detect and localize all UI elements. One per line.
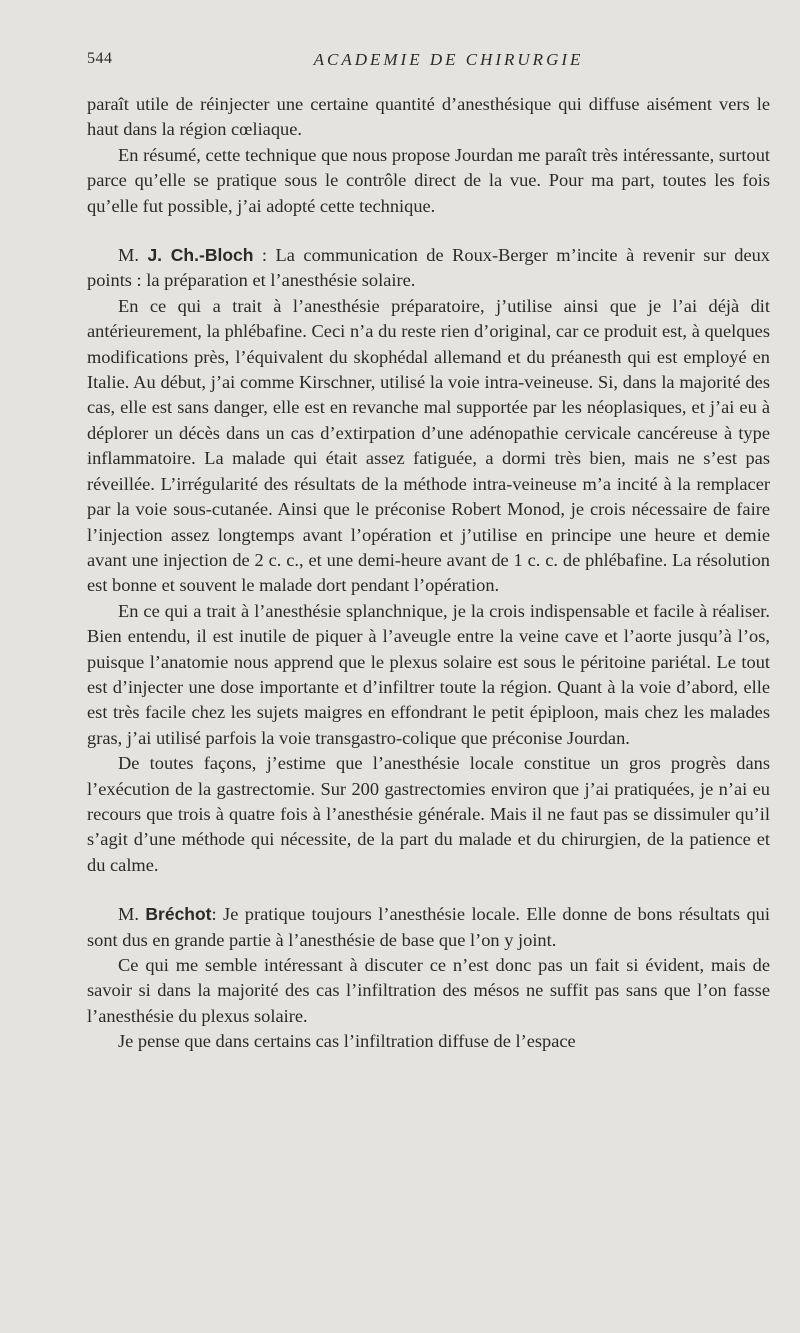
paragraph-anesthesie-splanchnique: En ce qui a trait à l’anesthésie splanchnique, je la crois indispensable et facile à réaliser. Bien entendu, il est inutile de piquer à l’aveugle entre la veine cave et l’aorte jusqu’à l’os, puisque l’anatomie nous apprend que le plexus solaire est sous le péritoine pariétal. Le tout est d’injecter une dose importante et d’infiltrer toute la région. Quant à la voie d’abord, elle est très facile chez les sujets maigres en effondrant le petit épiploon, mais chez les malades gras, j’ai utilisé parfois la voie transgastro-colique que préconise Jourdan. [87, 600, 770, 748]
paragraph-anesthesie-preparatoire: En ce qui a trait à l’anesthésie préparatoire, j’utilise ainsi que je l’ai déjà dit antérieurement, la phlébafine. Ceci n’a du reste rien d’original, car ce produit est, à quelques modifications près, l’équivalent du skophédal allemand et du préanesth qui est employé en Italie. Au début, j’ai comme Kirschner, utilisé la voie intra-veineuse. Si, dans la majorité des cas, elle est sans danger, elle est en revanche mal supportée par les néoplasiques, et j’ai eu à déplorer un décès dans un cas d’extirpation d’une adénopathie cervicale cancéreuse à type inflammatoire. La malade qui était assez fatiguée, a dormi très bien, mais ne s’est pas réveillée. L’irrégularité des résultats de la méthode intra-veineuse m’a incité à la remplacer par la voie sous-cutanée. Ainsi que le préconise Robert Monod, je crois nécessaire de faire l’injection assez longtemps avant l’opération et j’utilise en principe une heure et demie avant une injection de 2 c. c., et une demi-heure avant de 1 c. c. de phlébafine. La résolution est bonne et souvent le malade dort pendant l’opération. [87, 295, 770, 596]
speaker-prefix: M. [118, 245, 139, 266]
page-number: 544 [87, 50, 113, 67]
speaker-prefix: M. [118, 904, 139, 925]
speaker-paragraph-bloch [87, 243, 770, 294]
speaker-name-bloch: J. Ch.-Bloch [147, 245, 254, 266]
paragraph-resume: En résumé, cette technique que nous propose Jourdan me paraît très intéressante, surtout parce qu’elle se pratique sous le contrôle direct de la vue. Pour ma part, toutes les fois qu’elle fut possible, j’ai adopté cette technique. [87, 144, 770, 216]
page-header [87, 50, 770, 74]
speaker-text-brechot: : Je pratique toujours l’anesthésie locale. Elle donne de bons résultats qui sont dus en grande partie à l’anesthésie de base que l’on y joint. [87, 904, 770, 950]
speaker-paragraph-brechot [87, 902, 770, 953]
paragraph-continuation: paraît utile de réinjecter une certaine quantité d’anesthésique qui diffuse aisément vers le haut dans la région cœliaque. [87, 94, 770, 140]
body-text [87, 92, 770, 1055]
speaker-name-brechot: Bréchot [145, 904, 212, 925]
paragraph-conclusion-bloch: De toutes façons, j’estime que l’anesthésie locale constitue un gros progrès dans l’exécution de la gastrectomie. Sur 200 gastrectomies environ que j’ai pratiquées, je n’ai eu recours que trois à quatre fois à l’anesthésie générale. Mais il ne faut pas se dissimuler qu’il s’agit d’une méthode qui nécessite, de la part du malade et du chirurgien, de la patience et du calme. [87, 753, 770, 875]
speaker-text-bloch: : La communication de Roux-Berger m’incite à revenir sur deux points : la préparation et l’anesthésie solaire. [87, 245, 770, 291]
running-head: ACADEMIE DE CHIRURGIE [313, 50, 584, 69]
paragraph-discussion: Ce qui me semble intéressant à discuter ce n’est donc pas un fait si évident, mais de savoir si dans la majorité des cas l’infiltration des mésos ne suffit pas sans que l’on fasse l’anesthésie du plexus solaire. [87, 955, 770, 1026]
paragraph-final: Je pense que dans certains cas l’infiltration diffuse de l’espace [118, 1031, 576, 1052]
